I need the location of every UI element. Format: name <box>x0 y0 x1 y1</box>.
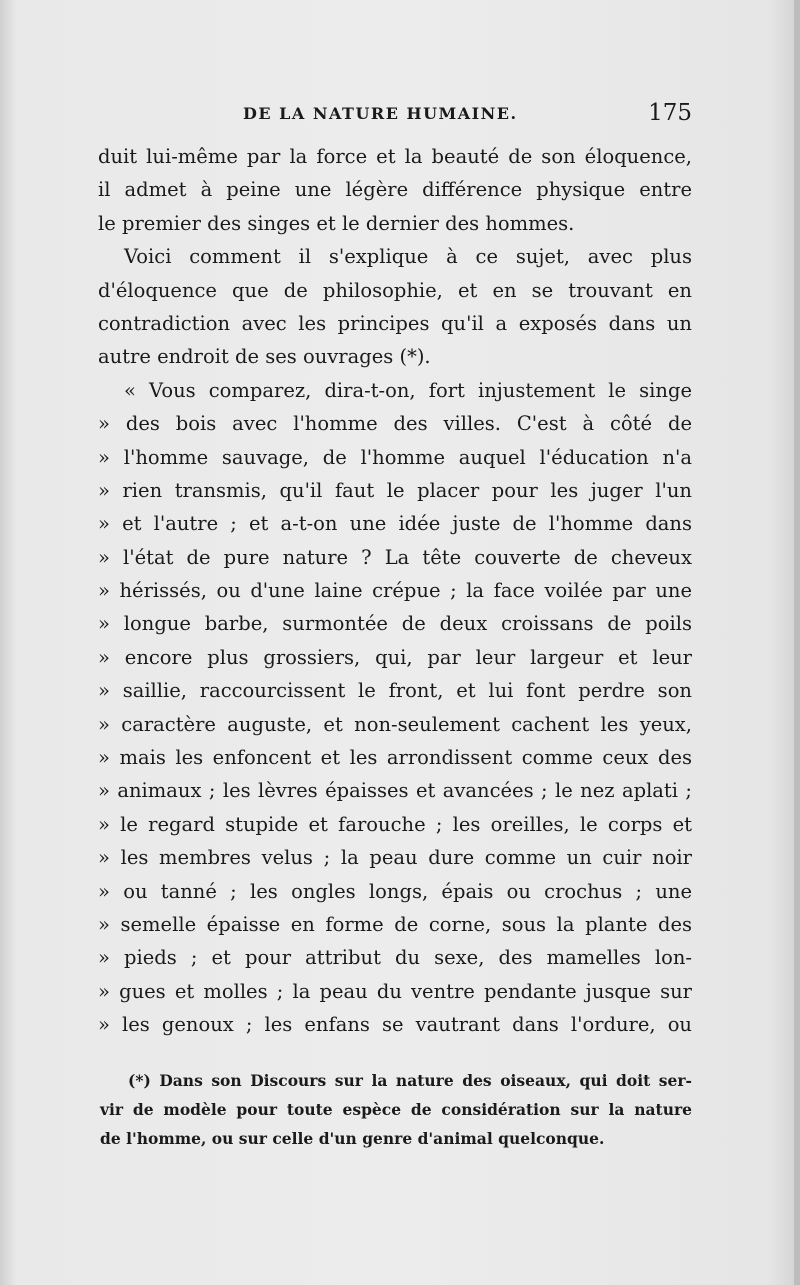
text-line: » animaux ; les lèvres épaisses et avancées ; le nez aplati ; <box>98 779 692 803</box>
text-line: » et l'autre ; et a-t-on une idée juste de l'homme dans <box>98 512 692 536</box>
text-line: » encore plus grossiers, qui, par leur largeur et leur <box>98 645 692 669</box>
text-line: » longue barbe, surmontée de deux croissans de poils <box>98 612 692 636</box>
text-line: » des bois avec l'homme des villes. C'est à côté de <box>98 412 692 436</box>
text-line: » ou tanné ; les ongles longs, épais ou crochus ; une <box>98 879 692 903</box>
running-head: DE LA NATURE HUMAINE. <box>243 104 518 123</box>
footnote-line: de l'homme, ou sur celle d'un genre d'animal quelconque. <box>100 1129 605 1148</box>
footnote <box>100 1066 692 1153</box>
body-text <box>98 140 692 1042</box>
text-line: d'éloquence que de philosophie, et en se trouvant en <box>98 278 692 302</box>
text-line: » rien transmis, qu'il faut le placer pour les juger l'un <box>98 478 692 502</box>
text-line: contradiction avec les principes qu'il a exposés dans un <box>98 311 692 335</box>
text-line: duit lui-même par la force et la beauté de son éloquence, <box>98 145 692 168</box>
page-number: 175 <box>648 100 692 126</box>
text-line: » l'homme sauvage, de l'homme auquel l'éducation n'a <box>98 445 692 469</box>
text-line: » le regard stupide et farouche ; les oreilles, le corps et <box>98 812 692 836</box>
text-line: » caractère auguste, et non-seulement cachent les yeux, <box>98 712 692 736</box>
text-line: » les genoux ; les enfans se vautrant dans l'ordure, ou <box>98 1013 692 1037</box>
text-line: » les membres velus ; la peau dure comme un cuir noir <box>98 846 692 870</box>
text-line: » saillie, raccourcissent le front, et lui font perdre son <box>98 679 692 703</box>
page-edge-shadow <box>794 0 800 1285</box>
text-line: autre endroit de ses ouvrages (*). <box>98 345 431 369</box>
text-line: il admet à peine une légère différence physique entre <box>98 178 692 202</box>
text-line: » gues et molles ; la peau du ventre pendante jusque sur <box>98 979 692 1003</box>
footnote-line: (*) Dans son Discours sur la nature des oiseaux, qui doit ser- <box>128 1071 692 1090</box>
text-line: le premier des singes et le dernier des hommes. <box>98 211 575 235</box>
text-line: » l'état de pure nature ? La tête couverte de cheveux <box>98 545 692 569</box>
text-line: » semelle épaisse en forme de corne, sous la plante des <box>98 912 692 936</box>
footnote-line: vir de modèle pour toute espèce de considération sur la nature <box>100 1100 692 1119</box>
text-line: Voici comment il s'explique à ce sujet, avec plus <box>124 245 692 269</box>
text-line: » pieds ; et pour attribut du sexe, des mamelles lon- <box>98 946 692 970</box>
page-header <box>98 100 692 132</box>
text-line: » hérissés, ou d'une laine crépue ; la face voilée par une <box>98 579 692 603</box>
text-line: « Vous comparez, dira-t-on, fort injustement le singe <box>124 378 692 402</box>
text-line: » mais les enfoncent et les arrondissent comme ceux des <box>98 746 692 770</box>
